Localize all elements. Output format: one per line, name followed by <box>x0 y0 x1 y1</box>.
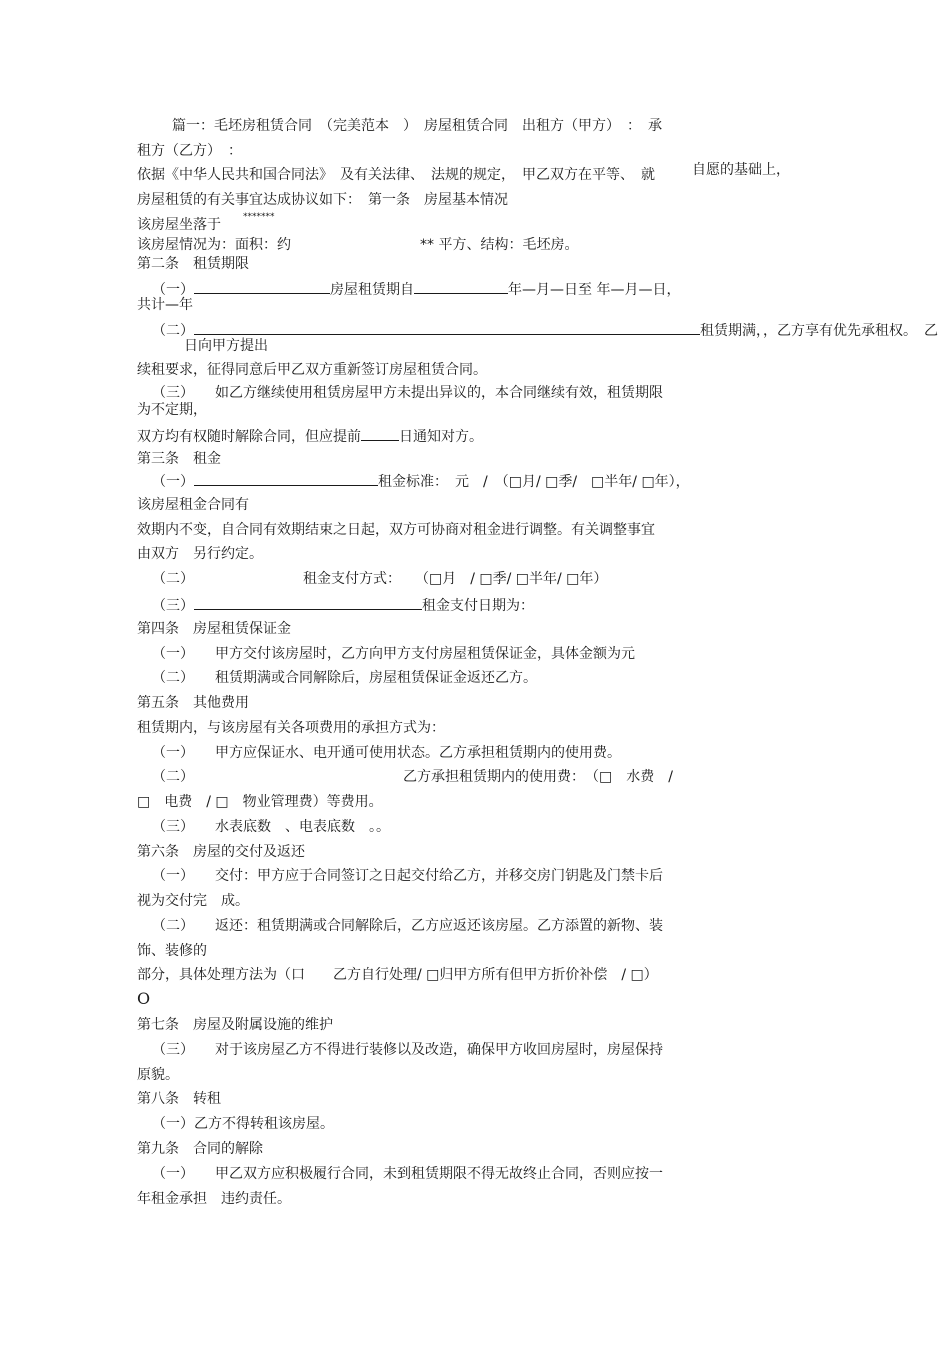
clause-6-1: （一） 交付：甲方应于合同签订之日起交付给乙方，并移交房门钥匙及门禁卡后 <box>152 868 663 884</box>
blank-field <box>361 426 399 441</box>
clause-5-3: （三） 水表底数 、电表底数 。。 <box>152 819 390 835</box>
clause-6-1-cont: 视为交付完 成。 <box>137 893 249 909</box>
clause-2-2 <box>152 320 938 340</box>
article-2-heading: 第二条 租赁期限 <box>137 256 249 272</box>
clause-9-1: （一） 甲乙双方应积极履行合同，未到租赁期限不得无故终止合同，否则应按一 <box>152 1166 663 1182</box>
clause-3-1-cont: 该房屋租金合同有 <box>137 497 249 513</box>
clause-text: 双方均有权随时解除合同，但应提前 <box>137 429 361 445</box>
article-3-heading: 第三条 租金 <box>137 451 221 467</box>
clause-3-1 <box>152 471 690 491</box>
clause-5-2-label: （二） <box>152 769 194 785</box>
clause-text: 租金标准： 元 / （□月/ □季/ □半年/ □年）， <box>378 474 690 490</box>
clause-text: 日通知对方。 <box>399 429 483 445</box>
clause-5-intro: 租赁期内，与该房屋有关各项费用的承担方式为： <box>137 720 445 736</box>
clause-label: （三） <box>152 598 194 614</box>
article-4-heading: 第四条 房屋租赁保证金 <box>137 621 291 637</box>
clause-text: 租赁期满，，乙方享有优先承租权。 乙 <box>700 323 938 339</box>
clause-4-2: （二） 租赁期满或合同解除后，房屋租赁保证金返还乙方。 <box>152 670 537 686</box>
clause-3-2: 租金支付方式： （□月 / □季/ □半年/ □年） <box>303 571 608 587</box>
clause-8-1: （一）乙方不得转租该房屋。 <box>152 1116 334 1132</box>
clause-6-2: （二） 返还：租赁期满或合同解除后，乙方应返还该房屋。乙方添置的新物、装 <box>152 918 663 934</box>
clause-2-3-cont: 为不定期， <box>137 402 207 418</box>
location-line: 该房屋坐落于 <box>137 217 221 233</box>
tenant-line: 租方（乙方） ： <box>137 143 242 159</box>
clause-2-1 <box>152 279 680 299</box>
article-5-heading: 第五条 其他费用 <box>137 695 249 711</box>
clause-label: （二） <box>152 323 194 339</box>
condition-line: 该房屋情况为：面积：约 <box>137 237 291 253</box>
clause-5-1: （一） 甲方应保证水、电开通可使用状态。乙方承担租赁期内的使用费。 <box>152 745 621 761</box>
article-9-heading: 第九条 合同的解除 <box>137 1141 263 1157</box>
clause-2-2-cont2: 续租要求，征得同意后甲乙双方重新签订房屋租赁合同。 <box>137 362 487 378</box>
location-placeholder: ******* <box>243 212 275 222</box>
article-6-heading: 第六条 房屋的交付及返还 <box>137 844 305 860</box>
clause-2-3: （三） 如乙方继续使用租赁房屋甲方未提出异议的，本合同继续有效，租赁期限 <box>152 385 663 401</box>
condition-line-tail: ** 平方、结构：毛坯房。 <box>420 237 579 253</box>
article-8-heading: 第八条 转租 <box>137 1091 221 1107</box>
blank-field <box>414 279 508 294</box>
blank-field <box>194 279 330 294</box>
agreement-line: 房屋租赁的有关事宜达成协议如下： 第一条 房屋基本情况 <box>137 192 508 208</box>
clause-label: （一） <box>152 282 194 298</box>
clause-text: 年—月—日至 年—月—日， <box>508 282 681 298</box>
article-7-heading: 第七条 房屋及附属设施的维护 <box>137 1017 333 1033</box>
clause-text: 租金支付日期为： <box>422 598 534 614</box>
clause-3-1-cont2: 效期内不变，自合同有效期结束之日起，双方可协商对租金进行调整。有关调整事宜 <box>137 522 655 538</box>
blank-field <box>194 471 378 486</box>
clause-4-1: （一） 甲方交付该房屋时，乙方向甲方支付房屋租赁保证金，具体金额为元 <box>152 646 635 662</box>
blank-field <box>194 320 700 335</box>
clause-2-1-cont: 共计—年 <box>137 297 193 313</box>
clause-label: （一） <box>152 474 194 490</box>
clause-6-2-cont: 饰、装修的 <box>137 943 207 959</box>
clause-5-2: 乙方承担租赁期内的使用费： （□ 水费 / <box>403 769 673 785</box>
title-line: 篇一：毛坯房租赁合同 （完美范本 ） 房屋租赁合同 出租方（甲方） ： 承 <box>172 118 662 134</box>
clause-2-3-cont2 <box>137 426 483 446</box>
clause-9-1-cont: 年租金承担 违约责任。 <box>137 1191 291 1207</box>
basis-line-tail: 自愿的基础上， <box>692 162 790 178</box>
clause-6-2-cont2: 部分，具体处理方法为（口 乙方自行处理/ □归甲方所有但甲方折价补偿 / □） <box>137 967 658 983</box>
clause-3-1-cont3: 由双方 另行约定。 <box>137 546 263 562</box>
clause-7-3-cont: 原貌。 <box>137 1067 179 1083</box>
blank-field <box>194 595 422 610</box>
clause-7-3: （三） 对于该房屋乙方不得进行装修以及改造，确保甲方收回房屋时，房屋保持 <box>152 1042 663 1058</box>
clause-3-3 <box>152 595 534 615</box>
clause-text: 房屋租赁期自 <box>330 282 414 298</box>
clause-3-2-label: （二） <box>152 571 194 587</box>
basis-line: 依据《中华人民共和国合同法》 及有关法律、 法规的规定， 甲乙双方在平等、 就 <box>137 167 655 183</box>
clause-5-2-cont: □ 电费 / □ 物业管理费）等费用。 <box>137 794 383 810</box>
clause-6-2-cont3: O <box>137 989 151 1008</box>
clause-2-2-cont: 日向甲方提出 <box>184 338 268 354</box>
